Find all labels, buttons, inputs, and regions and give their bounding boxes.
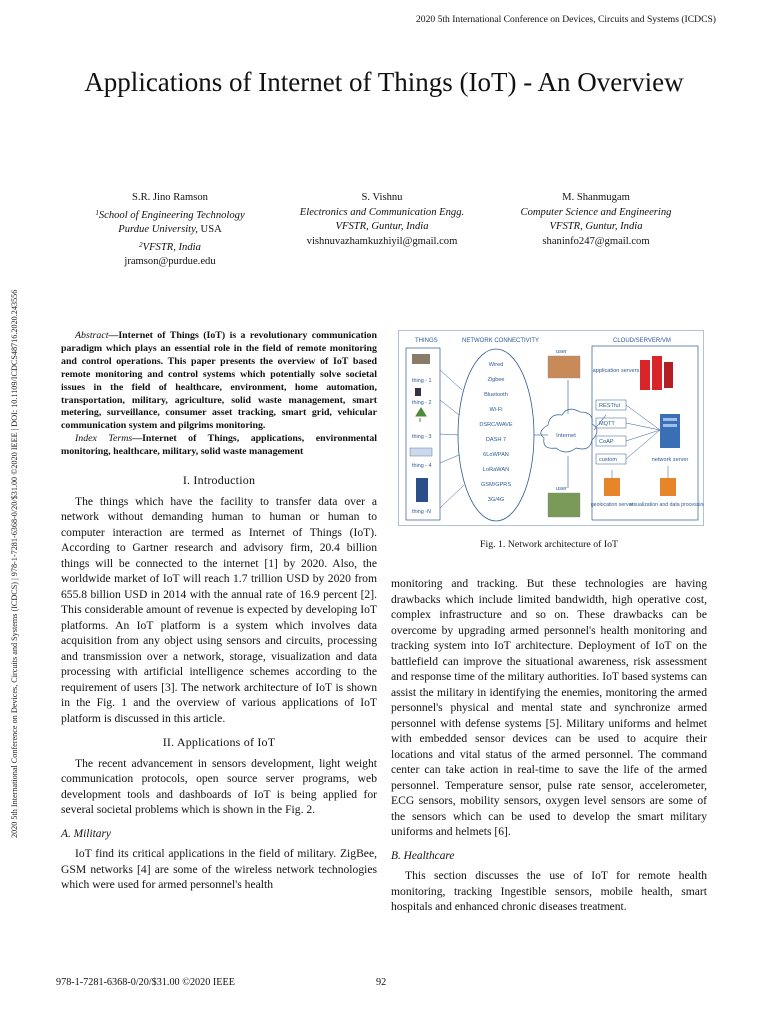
svg-text:3G/4G: 3G/4G: [487, 497, 505, 503]
svg-text:Zigbee: Zigbee: [487, 377, 505, 383]
applications-paragraph: The recent advancement in sensors development, light weight communication protocols, open source server programs, web development tools and dashboards of IoT is being applied for several societal problems which is shown in the Fig. 2.: [61, 756, 377, 817]
author-affiliation-location: VFSTR, Guntur, India: [335, 221, 429, 232]
user-top-label: user: [556, 349, 567, 355]
network-server-label: network server: [651, 457, 689, 463]
svg-text:Wi-Fi: Wi-Fi: [489, 407, 503, 413]
figure-caption: Fig. 1. Network architecture of IoT: [480, 539, 618, 550]
svg-text:Bluetooth: Bluetooth: [484, 392, 508, 398]
svg-text:RESTful: RESTful: [599, 403, 620, 409]
thing-label-2: thing - 2: [412, 400, 432, 406]
header-things: THINGS: [415, 338, 438, 344]
abstract: Abstract—Internet of Things (IoT) is a revolutionary communication paradigm which plays an essential role in the field of remote monitoring and control operations. This paper presents the overview of IoT based remote monitoring and control systems which potentially solve societal issues in the field of healthcare, environment, home automation, transportation, military, agriculture, solid waste management, smart metering, surveillance, consumer asset tracking, smart grid, vehicular communication system and pilgrims monitoring.: [61, 330, 377, 432]
svg-text:LoRaWAN: LoRaWAN: [482, 467, 510, 473]
user-bottom-label: user: [556, 486, 567, 492]
author-block-1: [70, 191, 270, 270]
author-block-2: [282, 191, 482, 249]
healthcare-paragraph: This section discusses the use of IoT for remote health monitoring, tracking Ingestible sensors, mobile health, smart hospitals and enhanced chronic diseases treatment.: [391, 869, 707, 913]
military-paragraph-continued: monitoring and tracking. But these technologies are having drawbacks which include limited bandwidth, high operative cost, complex infrastructure and so on. These drawbacks can be overcome by upgrading armed personnel's health monitoring and tracking system into IoT architecture. Deployment of IoT on the battlefield can improve the situational awareness, risk assessment and response time of the military authorities. IoT based systems can assist the military in identifying the enemies, monitoring the armed personnel's physical and mental state and synchronize armed personnel with defense systems [5]. Military uniforms and helmet with embedded sensor devices can be used to acquire their locations and vital status of the armed personnel. The command center can take action in real-time to save the life of the armed personnel. Temperature sensor, pulse rate sensor, accelerometer, ECG sensors, mobility sensors, oxygen level sensors are some of the sensors which can be used to develop the smart military uniforms and helmets [6].: [391, 577, 707, 838]
conference-header: 2020 5th International Conference on Devices, Circuits and Systems (ICDCS): [415, 14, 716, 25]
author-block-3: [496, 191, 696, 249]
thing-label-4: thing - 4: [412, 463, 432, 469]
author-affiliation-location: Purdue University, USA: [118, 224, 222, 235]
svg-text:DSRC/WAVE: DSRC/WAVE: [479, 422, 513, 428]
header-cloud: CLOUD/SERVER/VM: [613, 338, 671, 344]
thing-label-3: thing - 3: [412, 434, 432, 440]
geolocation-label: geolocation server: [590, 502, 634, 508]
thing-label-n: thing -N: [412, 509, 431, 515]
author-affiliation: Computer Science and Engineering: [520, 206, 672, 218]
paper-title: Applications of Internet of Things (IoT) - An Overview: [84, 67, 684, 97]
svg-text:MQTT: MQTT: [599, 421, 615, 427]
author-name: M. Shanmugam: [562, 192, 630, 203]
author-affiliation: Electronics and Communication Engg.: [299, 206, 465, 218]
svg-text:GSM/GPRS: GSM/GPRS: [480, 482, 512, 488]
network-architecture-figure: [398, 330, 704, 526]
section-heading-introduction: I. Introduction: [182, 473, 256, 488]
side-doi-stamp: 2020 5th International Conference on Devices, Circuits and Systems (ICDCS) | 978-1-7281-6368-0/20/$31.00 ©2020 IEEE | DOI: 10.1109/ICDCS48716.2020.243556: [10, 289, 19, 838]
figure-diagram: [398, 330, 704, 526]
subsection-heading-healthcare: B. Healthcare: [391, 849, 455, 862]
author-name: S.R. Jino Ramson: [132, 192, 208, 203]
author-affiliation: $^1$School of Engineering Technology: [95, 208, 245, 221]
introduction-paragraph: The things which have the facility to transfer data over a network without demanding human to human or human to computer interaction are termed as Internet of Things (IoT). According to Gartner research and advisory firm, 20.4 billion things will be connected to the internet [1] by 2020. Also, the worldwide market of IoT will reach 1.7 trillion USD by 2020 from 655.8 billion USD in 2014 with the annual rate of 16.9 percent [2]. This considerable amount of revenue is expected by developing IoT platforms. An IoT platform is a system which involves data acquisition from any object using sensors and circuits, processing and transmission over a network, storage, visualization and data processing with artificial intelligence schemes according to the requirement of users [3]. The network architecture of IoT is shown in the Fig. 1 and the overview of various applications of IoT platform is discussed in this article.: [61, 494, 377, 725]
author-email[interactable]: vishnuvazhamkuzhiyil@gmail.com: [306, 235, 458, 247]
author-email[interactable]: jramson@purdue.edu: [124, 256, 216, 267]
header-network: NETWORK CONNECTIVITY: [462, 338, 540, 344]
author-affiliation-location: VFSTR, Guntur, India: [549, 221, 643, 232]
author-name: S. Vishnu: [361, 192, 403, 203]
svg-text:Wired: Wired: [488, 362, 504, 368]
svg-text:CoAP: CoAP: [599, 439, 614, 445]
section-heading-applications: II. Applications of IoT: [162, 735, 276, 750]
svg-text:custom: custom: [599, 457, 618, 463]
subsection-heading-military: A. Military: [61, 827, 111, 840]
internet-label: Internet: [556, 433, 576, 439]
footer-isbn: 978-1-7281-6368-0/20/$31.00 ©2020 IEEE: [56, 977, 235, 988]
author-affiliation-2: $^2$VFSTR, India: [139, 240, 201, 253]
thing-label-1: thing - 1: [412, 378, 432, 384]
left-column: [61, 330, 377, 893]
app-servers-label: application servers: [592, 368, 640, 374]
svg-text:DASH 7: DASH 7: [485, 437, 507, 443]
right-column: [391, 576, 707, 915]
index-terms: Index Terms—Internet of Things, applications, environmental monitoring, healthcare, military, solid waste management: [61, 433, 377, 458]
page-number: 92: [376, 977, 387, 988]
author-email[interactable]: shaninfo247@gmail.com: [542, 235, 650, 247]
svg-text:6LoWPAN: 6LoWPAN: [483, 452, 509, 458]
user-bottom-photo: [548, 493, 580, 517]
user-top-photo: [548, 356, 580, 378]
military-paragraph-start: IoT find its critical applications in the field of military. ZigBee, GSM networks [4] are some of the wireless network technologies which were used for armed personnel's health: [61, 847, 377, 892]
visualization-label: visualization and data processing: [629, 502, 704, 508]
